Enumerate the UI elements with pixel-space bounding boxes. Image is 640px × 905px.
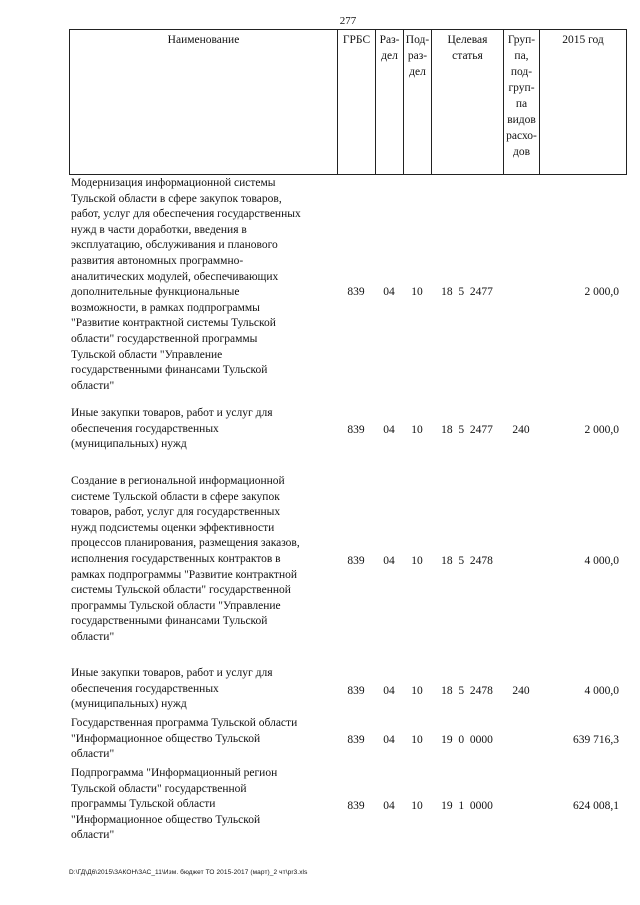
row-grbs: 839 bbox=[347, 424, 365, 436]
row-target: 18 5 2477 bbox=[441, 286, 493, 298]
row-grbs: 839 bbox=[347, 555, 365, 567]
header-podrazdel: Под- раз- дел bbox=[404, 30, 432, 175]
row-grbs: 839 bbox=[347, 286, 365, 298]
row-target: 18 5 2477 bbox=[441, 424, 493, 436]
row-name: Государственная программа Тульской области "Информационное общество Тульской области" bbox=[71, 717, 298, 761]
row-amount: 2 000,0 bbox=[584, 424, 619, 436]
header-target: Целевая статья bbox=[432, 30, 504, 175]
row-amount: 639 716,3 bbox=[573, 734, 619, 746]
row-amount: 4 000,0 bbox=[584, 555, 619, 567]
header-razdel: Раз- дел bbox=[376, 30, 404, 175]
row-podrazdel: 10 bbox=[411, 286, 423, 298]
row-name: Создание в региональной информационной системе Тульской области в сфере закупок товаров, работ, услуг для государственных нужд подсистемы оценки эффективности процессов планирования, размещения заказов, исполнения государственных контрактов в рамках подпрограммы "Развитие контрактной системы Тульской области" государственной программы Тульской области "Управление государственными финансами Тульской области" bbox=[71, 475, 300, 643]
header-year: 2015 год bbox=[540, 30, 627, 175]
row-podrazdel: 10 bbox=[411, 800, 423, 812]
row-name: Подпрограмма "Информационный регион Тульской области" государственной программы Тульской области "Информационное общество Тульской области" bbox=[71, 767, 278, 842]
row-target: 19 0 0000 bbox=[441, 734, 493, 746]
header-grbs: ГРБС bbox=[338, 30, 376, 175]
row-razdel: 04 bbox=[383, 685, 395, 697]
row-group: 240 bbox=[512, 685, 530, 697]
row-razdel: 04 bbox=[383, 800, 395, 812]
row-grbs: 839 bbox=[347, 685, 365, 697]
row-podrazdel: 10 bbox=[411, 424, 423, 436]
row-amount: 4 000,0 bbox=[584, 685, 619, 697]
row-podrazdel: 10 bbox=[411, 555, 423, 567]
row-grbs: 839 bbox=[347, 800, 365, 812]
header-name: Наименование bbox=[70, 30, 338, 175]
header-group: Груп- па, под- груп- па видов расхо- дов bbox=[504, 30, 540, 175]
row-amount: 2 000,0 bbox=[584, 286, 619, 298]
row-target: 19 1 0000 bbox=[441, 800, 493, 812]
row-target: 18 5 2478 bbox=[441, 555, 493, 567]
row-name: Иные закупки товаров, работ и услуг для обеспечения государственных (муниципальных) нужд bbox=[71, 407, 273, 451]
row-podrazdel: 10 bbox=[411, 685, 423, 697]
row-target: 18 5 2478 bbox=[441, 685, 493, 697]
budget-table-header bbox=[69, 29, 627, 175]
page-number: 277 bbox=[339, 15, 357, 27]
file-path-footer: D:\ГД\Д6\2015\ЗАКОН\ЗАС_11\Изм. бюджет ТО 2015-2017 (март)_2 чт\pr3.xls bbox=[69, 869, 308, 876]
row-amount: 624 008,1 bbox=[573, 800, 619, 812]
row-razdel: 04 bbox=[383, 286, 395, 298]
row-razdel: 04 bbox=[383, 734, 395, 746]
row-name: Иные закупки товаров, работ и услуг для обеспечения государственных (муниципальных) нужд bbox=[71, 667, 273, 711]
row-razdel: 04 bbox=[383, 555, 395, 567]
row-name: Модернизация информационной системы Тульской области в сфере закупок товаров, работ, услуг для обеспечения государственных нужд в части доработки, введения в эксплуатацию, обслуживания и планового развития автономных программно- аналитических модулей, обеспечивающих дополнительные функциональные возможности, в рамках подпрограммы "Развитие контрактной системы Тульской области" государственной программы Тульской области "Управление государственными финансами Тульской области" bbox=[71, 177, 301, 392]
row-razdel: 04 bbox=[383, 424, 395, 436]
row-podrazdel: 10 bbox=[411, 734, 423, 746]
row-group: 240 bbox=[512, 424, 530, 436]
row-grbs: 839 bbox=[347, 734, 365, 746]
